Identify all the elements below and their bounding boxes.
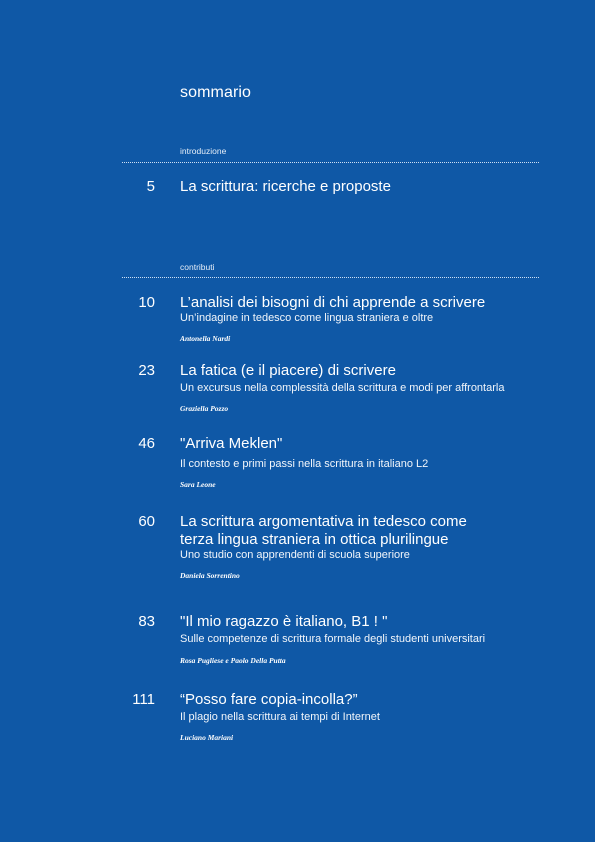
entry-heading: “Posso fare copia-incolla?” [180,691,358,708]
entry-subtitle: Il contesto e primi passi nella scrittura in italiano L2 [180,458,429,470]
entry-heading-line2: terza lingua straniera in ottica plurilingue [180,531,449,548]
entry-author: Antonella Nardi [180,334,231,343]
page-number: 83 [138,613,155,630]
entry-author: Luciano Mariani [180,733,234,742]
entry-author: Rosa Pugliese e Paolo Della Putta [180,656,286,665]
dotted-divider [122,277,539,278]
entry-subtitle: Uno studio con apprendenti di scuola superiore [180,549,410,561]
page-number: 60 [138,513,155,530]
entry-heading: "Il mio ragazzo è italiano, B1 ! " [180,613,388,630]
entry-subtitle: Un’indagine in tedesco come lingua straniera e oltre [180,312,434,324]
entry-subtitle: Il plagio nella scrittura ai tempi di Internet [180,711,380,723]
page-number: 46 [138,435,155,452]
entry-subtitle: Sulle competenze di scrittura formale degli studenti universitari [180,633,486,645]
entry-author: Sara Leone [180,480,216,489]
dotted-divider [122,162,539,163]
section-label-intro: introduzione [180,146,227,156]
page-number: 10 [138,294,155,311]
entry-heading: L’analisi dei bisogni di chi apprende a scrivere [180,294,486,311]
entry-heading: La scrittura: ricerche e proposte [180,178,391,195]
entry-author: Daniela Sorrentino [180,571,240,580]
entry-heading: La scrittura argomentativa in tedesco come [180,513,467,530]
entry-heading: "Arriva Meklen" [180,435,283,452]
entry-author: Graziella Pozzo [180,404,229,413]
entry-heading: La fatica (e il piacere) di scrivere [180,362,396,379]
page-title: sommario [180,84,252,101]
page-number: 23 [138,362,155,379]
page-number: 5 [146,178,155,195]
section-label-contributions: contributi [180,262,215,272]
page-number: 111 [132,691,155,708]
entry-subtitle: Un excursus nella complessità della scrittura e modi per affrontarla [180,382,505,394]
